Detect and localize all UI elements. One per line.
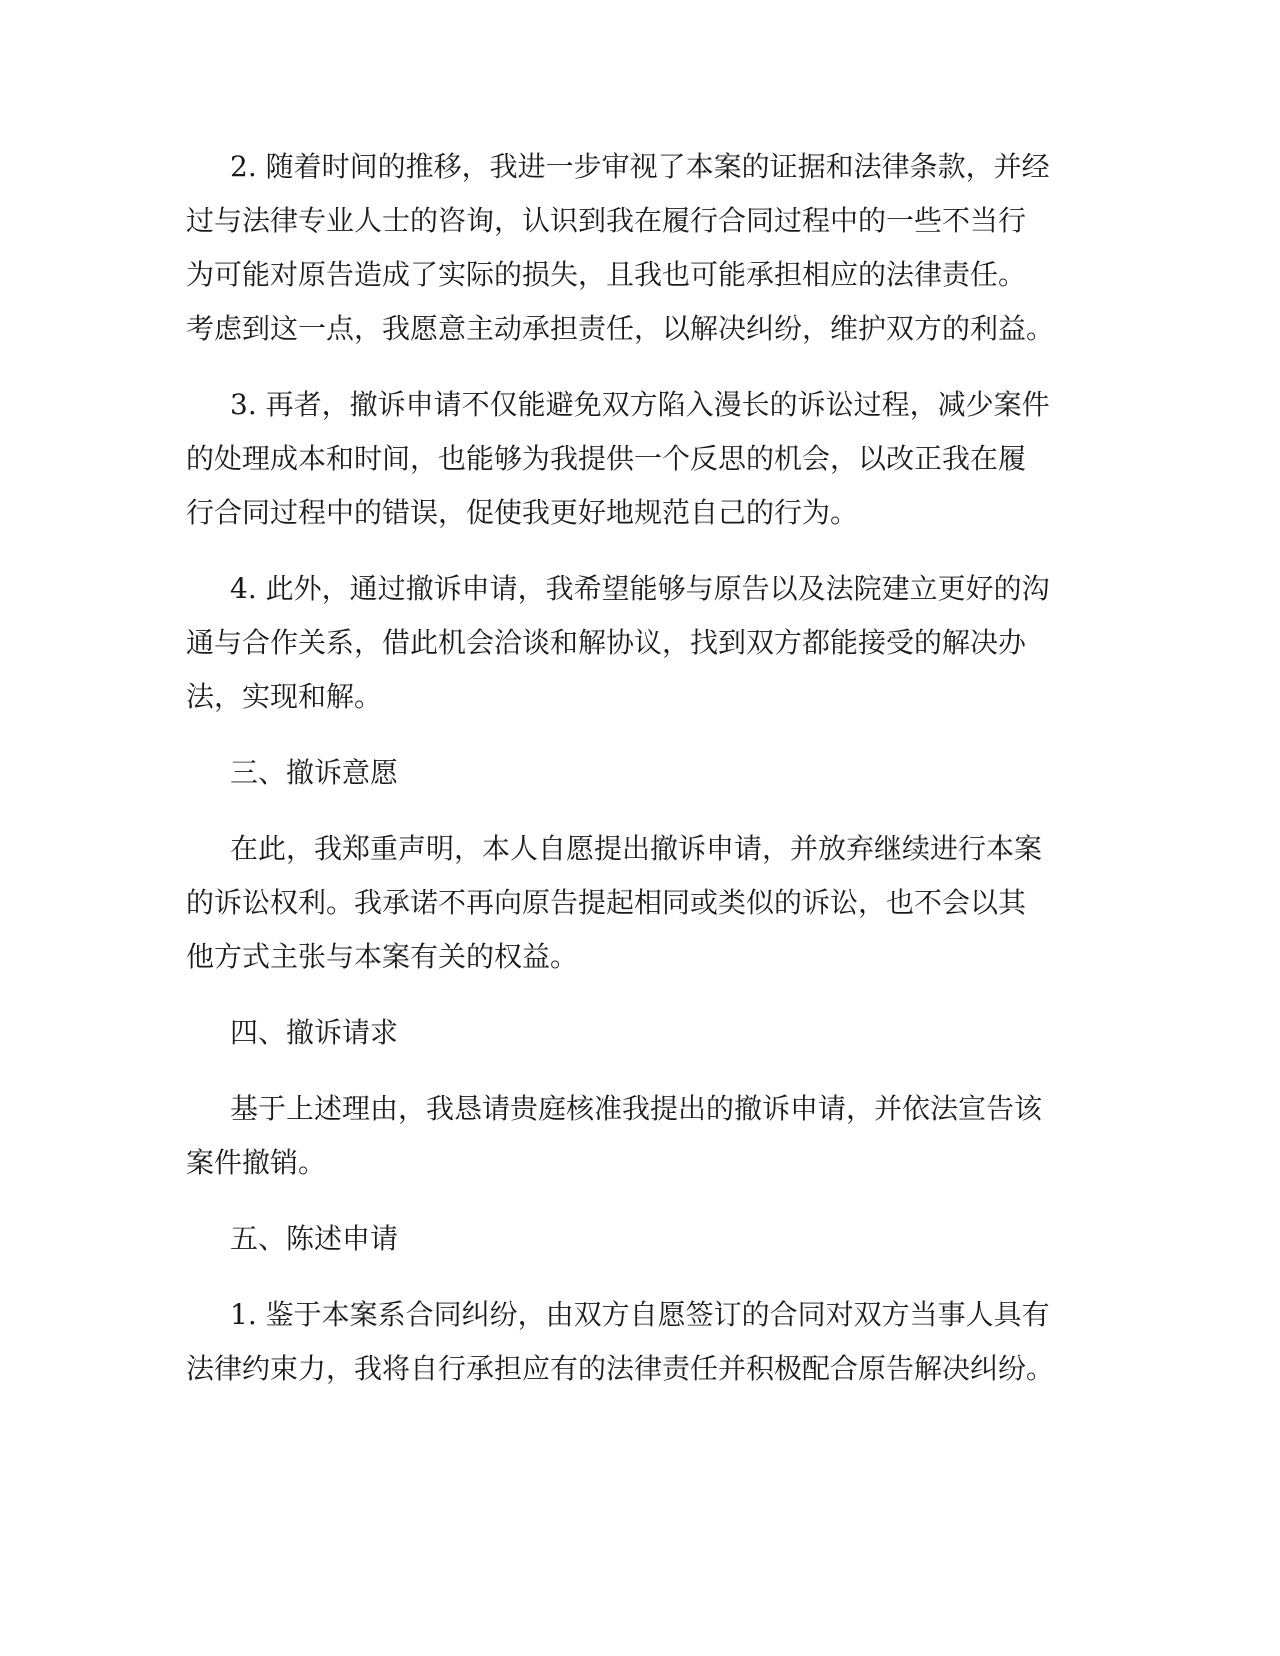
text-line: 4. 此外，通过撤诉申请，我希望能够与原告以及法院建立更好的沟 xyxy=(230,572,1050,605)
paragraph-reason-3 xyxy=(186,378,1086,540)
text-line: 案件撤销。 xyxy=(186,1146,327,1179)
text-line: 的处理成本和时间，也能够为我提供一个反思的机会，以改正我在履 xyxy=(186,442,1027,475)
text-line: 过与法律专业人士的咨询，认识到我在履行合同过程中的一些不当行 xyxy=(186,204,1027,237)
text-line: 行合同过程中的错误，促使我更好地规范自己的行为。 xyxy=(186,496,859,529)
heading-text: 五、陈述申请 xyxy=(230,1222,399,1255)
text-line: 1. 鉴于本案系合同纠纷，由双方自愿签订的合同对双方当事人具有 xyxy=(230,1298,1050,1331)
section-heading-5 xyxy=(186,1212,1086,1266)
text-line: 3. 再者，撤诉申请不仅能避免双方陷入漫长的诉讼过程，减少案件 xyxy=(230,388,1050,421)
paragraph-withdrawal-intent xyxy=(186,822,1086,984)
heading-text: 四、撤诉请求 xyxy=(230,1016,399,1049)
text-line: 通与合作关系，借此机会洽谈和解协议，找到双方都能接受的解决办 xyxy=(186,626,1027,659)
text-line: 的诉讼权利。我承诺不再向原告提起相同或类似的诉讼，也不会以其 xyxy=(186,886,1027,919)
document-body xyxy=(186,140,1086,1418)
paragraph-statement-1 xyxy=(186,1288,1086,1396)
text-line: 为可能对原告造成了实际的损失，且我也可能承担相应的法律责任。 xyxy=(186,258,1027,291)
text-line: 在此，我郑重声明，本人自愿提出撤诉申请，并放弃继续进行本案 xyxy=(230,832,1043,865)
text-line: 法，实现和解。 xyxy=(186,680,383,713)
paragraph-reason-4 xyxy=(186,562,1086,724)
paragraph-reason-2 xyxy=(186,140,1086,356)
section-heading-3 xyxy=(186,746,1086,800)
text-line: 2. 随着时间的推移，我进一步审视了本案的证据和法律条款，并经 xyxy=(230,150,1050,183)
section-heading-4 xyxy=(186,1006,1086,1060)
heading-text: 三、撤诉意愿 xyxy=(230,756,399,789)
text-line: 基于上述理由，我恳请贵庭核准我提出的撤诉申请，并依法宣告该 xyxy=(230,1092,1043,1125)
text-line: 他方式主张与本案有关的权益。 xyxy=(186,940,579,973)
paragraph-withdrawal-request xyxy=(186,1082,1086,1190)
text-line: 考虑到这一点，我愿意主动承担责任，以解决纠纷，维护双方的利益。 xyxy=(186,312,1055,345)
text-line: 法律约束力，我将自行承担应有的法律责任并积极配合原告解决纠纷。 xyxy=(186,1352,1055,1385)
